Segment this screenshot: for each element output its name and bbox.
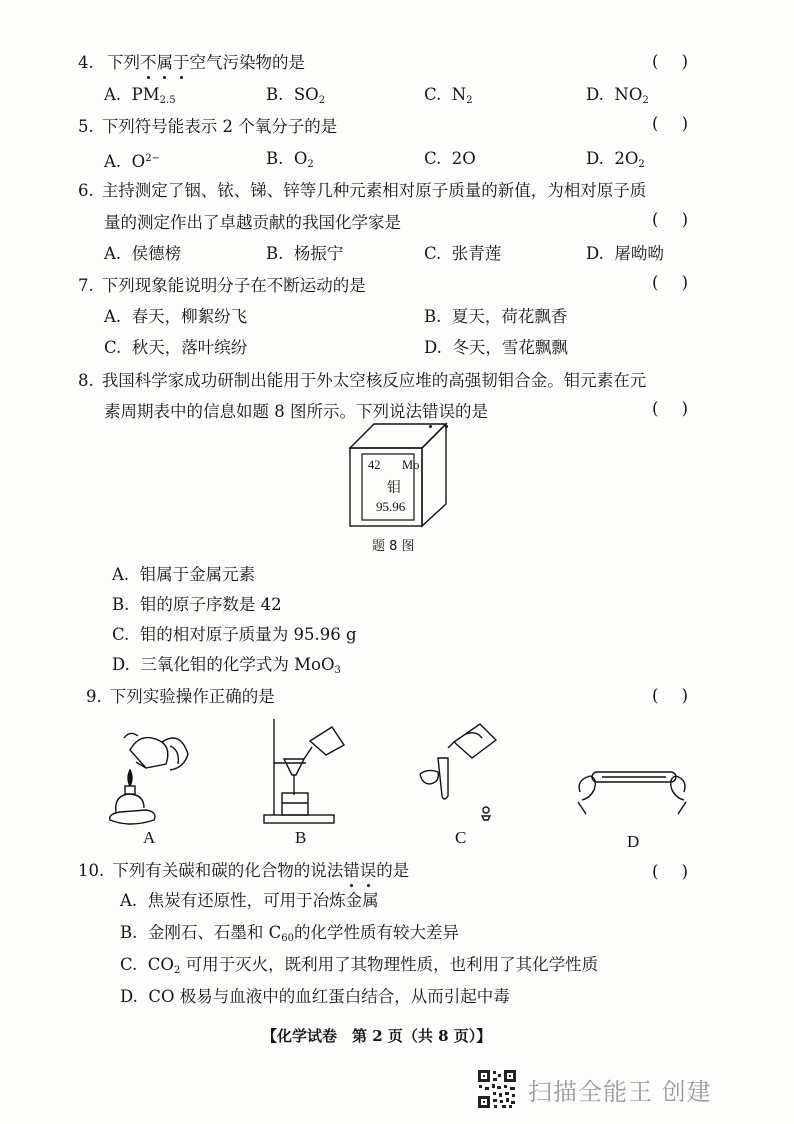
- q7-option-a[interactable]: A. 春天，柳絮纷飞: [104, 307, 248, 326]
- q5-option-c[interactable]: C. 2O: [424, 149, 476, 168]
- q10-option-a[interactable]: A. 焦炭有还原性，可用于冶炼金属: [120, 891, 379, 910]
- q8-answer-paren[interactable]: ( ): [652, 399, 689, 418]
- lab-figure-b-label: B: [295, 828, 307, 847]
- lab-figure-b-filtration[interactable]: [260, 715, 350, 830]
- q4-option-a[interactable]: A. $PM_{2.5}$: [104, 85, 176, 106]
- q7-stem: 7. 下列现象能说明分子在不断运动的是: [78, 276, 366, 295]
- q6-answer-paren[interactable]: ( ): [652, 210, 689, 229]
- q10-option-b[interactable]: B. 金刚石、石墨和 $C_{60}$的化学性质有较大差异: [120, 923, 459, 944]
- lab-figure-a-label: A: [143, 828, 156, 847]
- q8-option-a[interactable]: A. 钼属于金属元素: [112, 565, 256, 584]
- q5-answer-paren[interactable]: ( ): [652, 114, 689, 133]
- page-footer: 【化学试卷 第 2 页（共 8 页）】: [262, 1027, 492, 1045]
- atomic-number: 42: [368, 458, 381, 472]
- q8-option-b[interactable]: B. 钼的原子序数是 42: [112, 595, 282, 614]
- q6-option-d[interactable]: D. 屠呦呦: [586, 244, 664, 263]
- q6-option-a[interactable]: A. 侯德榜: [104, 244, 182, 263]
- q8-option-c[interactable]: C. 钼的相对原子质量为 95.96 g: [112, 625, 357, 644]
- q8-option-d[interactable]: D. 三氧化钼的化学式为 MoO$_3$: [112, 655, 341, 676]
- q10-option-c[interactable]: C. $CO_2$ 可用于灭火，既利用了其物理性质，也利用了其化学性质: [120, 955, 599, 976]
- scanner-watermark: 扫描全能王 创建: [528, 1078, 712, 1106]
- q7-answer-paren[interactable]: ( ): [652, 273, 689, 292]
- lab-figure-c-pouring[interactable]: [410, 712, 510, 830]
- figure-caption: 题 8 图: [372, 539, 415, 554]
- q6-option-c[interactable]: C. 张青莲: [424, 244, 502, 263]
- atomic-mass: 95.96: [376, 499, 406, 514]
- q6-option-b[interactable]: B. 杨振宁: [266, 244, 344, 263]
- q4-option-c[interactable]: C. $N_2$: [424, 85, 473, 106]
- q4-stem: 4. 下列不属于空气污染物的是: [78, 53, 305, 72]
- element-symbol: Mo: [402, 458, 420, 472]
- element-name: 钼: [387, 480, 401, 496]
- q9-stem: 9. 下列实验操作正确的是: [86, 687, 275, 706]
- q5-option-b[interactable]: B. $O_2$: [266, 149, 314, 170]
- q4-option-b[interactable]: B. $SO_2$: [266, 85, 326, 106]
- q6-stem-line1: 6. 主持测定了铟、铱、锑、锌等几种元素相对原子质量的新值，为相对原子质: [78, 181, 647, 200]
- lab-figure-a-alcohol-lamp[interactable]: [100, 720, 200, 830]
- q4-answer-paren[interactable]: ( ): [652, 52, 689, 71]
- lab-figure-c-label: C: [455, 828, 467, 847]
- q5-option-a[interactable]: A. $O^{2-}$: [104, 152, 160, 171]
- q7-option-b[interactable]: B. 夏天，荷花飘香: [424, 307, 568, 326]
- q4-option-d[interactable]: D. $NO_2$: [586, 85, 649, 106]
- q7-option-d[interactable]: D. 冬天，雪花飘飘: [424, 338, 568, 357]
- q6-stem-line2: 量的测定作出了卓越贡献的我国化学家是: [104, 213, 401, 232]
- q10-option-d[interactable]: D. CO 极易与血液中的血红蛋白结合，从而引起中毒: [120, 987, 510, 1006]
- q9-answer-paren[interactable]: ( ): [652, 686, 689, 705]
- qr-code-icon: [476, 1068, 518, 1110]
- cube-side-face: [422, 424, 446, 526]
- lab-figure-d-tube[interactable]: [572, 760, 692, 820]
- q5-stem: 5. 下列符号能表示 2 个氧分子的是: [78, 117, 338, 136]
- q10-answer-paren[interactable]: ( ): [652, 862, 689, 881]
- q10-stem: 10. 下列有关碳和碳的化合物的说法错误的是: [78, 861, 410, 880]
- q8-stem-line1: 8. 我国科学家成功研制出能用于外太空核反应堆的高强韧钼合金。钼元素在元: [78, 371, 647, 390]
- q8-stem-line2: 素周期表中的信息如题 8 图所示。下列说法错误的是: [104, 402, 488, 421]
- q5-option-d[interactable]: D. $2O_2$: [586, 149, 645, 170]
- lab-figure-d-label: D: [627, 832, 640, 851]
- q7-option-c[interactable]: C. 秋天，落叶缤纷: [104, 338, 248, 357]
- cube-top-face: [350, 424, 446, 448]
